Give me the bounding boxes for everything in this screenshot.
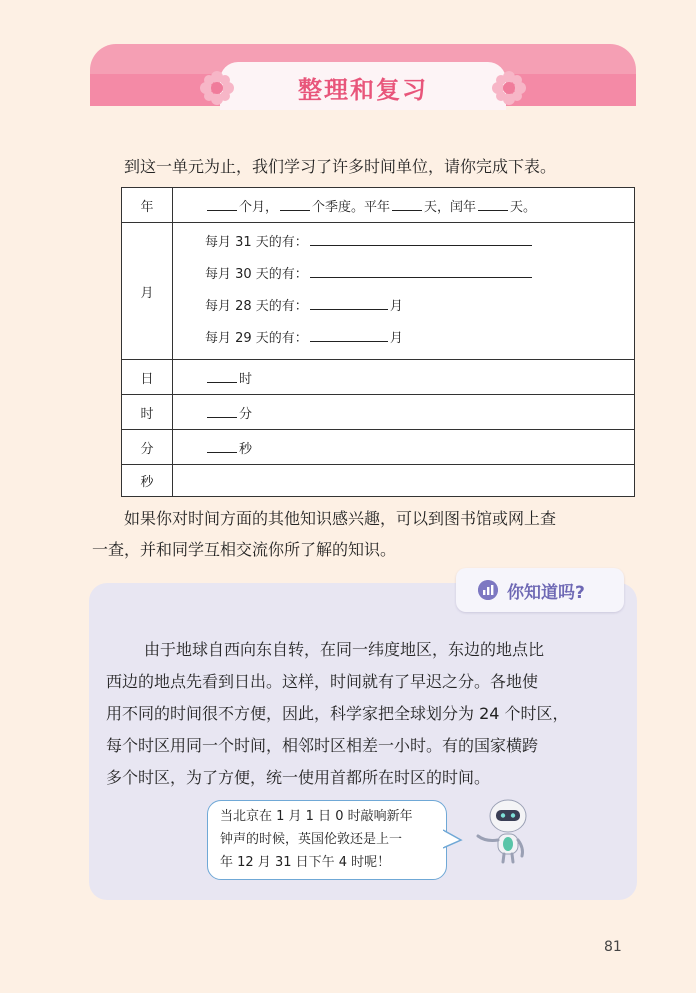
answer-blank[interactable] [310,263,532,278]
hour-suffix: 分 [239,406,253,422]
unit-label: 秒 [122,465,173,497]
table-row [122,188,635,223]
bubble-line: 钟声的时候，英国伦敦还是上一 [220,832,403,847]
info-line-5: 多个时区，为了方便，统一使用首都所在时区的时间。 [106,768,491,787]
month-line [205,323,634,355]
month-suffix: 月 [389,299,403,314]
answer-blank[interactable] [310,295,388,310]
month-line [205,227,634,259]
answer-blank[interactable] [280,196,310,211]
answer-blank[interactable] [207,438,237,453]
info-line-1: 由于地球自西向东自转，在同一纬度地区，东边的地点比 [144,640,545,659]
unit-label: 月 [122,223,173,360]
month-31-label: 每月 31 天的有： [205,235,308,250]
day-suffix: 时 [239,371,253,387]
answer-blank[interactable] [207,196,237,211]
unit-label: 时 [122,395,173,430]
answer-blank[interactable] [310,231,532,246]
bubble-text [220,805,442,874]
second-row-content [173,465,635,497]
table-row [122,223,635,360]
answer-blank[interactable] [392,196,422,211]
bubble-line: 年 12 月 31 日下午 4 时呢！ [220,855,391,870]
table-row [122,465,635,497]
info-line-3: 用不同的时间很不方便，因此，科学家把全球划分为 24 个时区， [106,704,569,723]
info-line-4: 每个时区用同一个时间，相邻时区相差一小时。有的国家横跨 [106,736,539,755]
hour-row-content [173,395,635,430]
year-row-content [173,188,635,223]
answer-blank[interactable] [207,368,237,383]
month-row-content [173,223,635,360]
answer-blank[interactable] [478,196,508,211]
followup-line-2: 一查，并和同学互相交流你所了解的知识。 [92,540,397,559]
info-line-2: 西边的地点先看到日出。这样，时间就有了早迟之分。各地使 [106,672,539,691]
unit-label: 年 [122,188,173,223]
month-29-label: 每月 29 天的有： [205,331,308,346]
year-text-quarters: 个季度。平年 [312,199,391,215]
table-row [122,430,635,465]
robot-icon [470,796,536,866]
page-number: 81 [604,939,622,955]
month-28-label: 每月 28 天的有： [205,299,308,314]
bubble-line: 当北京在 1 月 1 日 0 时敲响新年 [220,809,413,824]
table-row [122,395,635,430]
month-line [205,291,634,323]
unit-label: 日 [122,360,173,395]
answer-blank[interactable] [310,327,388,342]
month-line [205,259,634,291]
year-text-leap: 天。 [510,199,537,215]
minute-suffix: 秒 [239,441,253,457]
unit-label: 分 [122,430,173,465]
chart-icon [478,580,498,600]
intro-text: 到这一单元为止，我们学习了许多时间单位，请你完成下表。 [124,157,557,176]
table-row [122,360,635,395]
month-30-label: 每月 30 天的有： [205,267,308,282]
day-row-content [173,360,635,395]
month-suffix: 月 [389,331,403,346]
year-text-months: 个月， [239,199,279,215]
page-title: 整理和复习 [298,76,428,104]
minute-row-content [173,430,635,465]
year-text-common: 天，闰年 [424,199,477,215]
did-you-know-label: 你知道吗? [507,583,585,603]
speech-bubble-tail [443,828,463,850]
time-units-table [121,187,635,497]
followup-line-1: 如果你对时间方面的其他知识感兴趣，可以到图书馆或网上查 [124,509,557,528]
answer-blank[interactable] [207,403,237,418]
